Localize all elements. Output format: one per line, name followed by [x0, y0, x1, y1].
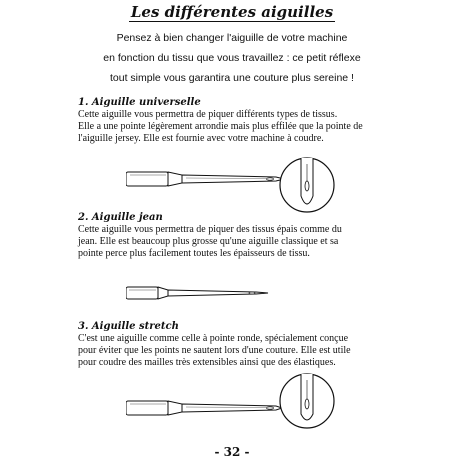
section-stretch-needle: [78, 320, 378, 369]
needle-tip-detail-circle: [278, 156, 336, 214]
body-line: jean. Elle est beaucoup plus grosse qu'une aiguille classique et sa: [78, 236, 339, 247]
body-line: pour éviter que les points ne sautent lors d'une couture. Elle est utile: [78, 345, 351, 356]
section-heading: 2. Aiguille jean: [78, 212, 163, 223]
body-line: Elle a une pointe légèrement arrondie mais plus effilée que la pointe de: [78, 121, 363, 132]
section-universal-needle: [78, 96, 378, 145]
body-line: l'aiguille jersey. Elle est fournie avec votre machine à coudre.: [78, 133, 324, 144]
section-body: [78, 224, 378, 260]
intro-line: tout simple vous garantira une couture plus sereine !: [110, 72, 354, 84]
section-jean-needle: [78, 211, 378, 260]
intro-line: en fonction du tissu que vous travaillez : ce petit réflexe: [103, 52, 361, 64]
section-body: [78, 109, 378, 145]
body-line: pour coudre des mailles très extensibles ainsi que des élastiques.: [78, 357, 336, 368]
body-line: C'est une aiguille comme celle à pointe ronde, spécialement conçue: [78, 333, 349, 344]
jean-needle-illustration: [126, 282, 276, 304]
section-heading: 1. Aiguille universelle: [78, 97, 201, 108]
page-number: - 32 -: [214, 445, 250, 459]
section-heading: 3. Aiguille stretch: [78, 321, 179, 332]
page-title: Les différentes aiguilles: [130, 3, 334, 21]
body-line: Cette aiguille vous permettra de piquer des tissus épais comme du: [78, 224, 342, 235]
body-line: pointe perce plus facilement toutes les épaisseurs de tissu.: [78, 248, 310, 259]
intro-line: Pensez à bien changer l'aiguille de votre machine: [116, 32, 348, 44]
needle-tip-detail-circle: [278, 372, 336, 430]
section-body: [78, 333, 378, 369]
body-line: Cette aiguille vous permettra de piquer différents types de tissus.: [78, 109, 338, 120]
intro-paragraph: [0, 28, 464, 88]
